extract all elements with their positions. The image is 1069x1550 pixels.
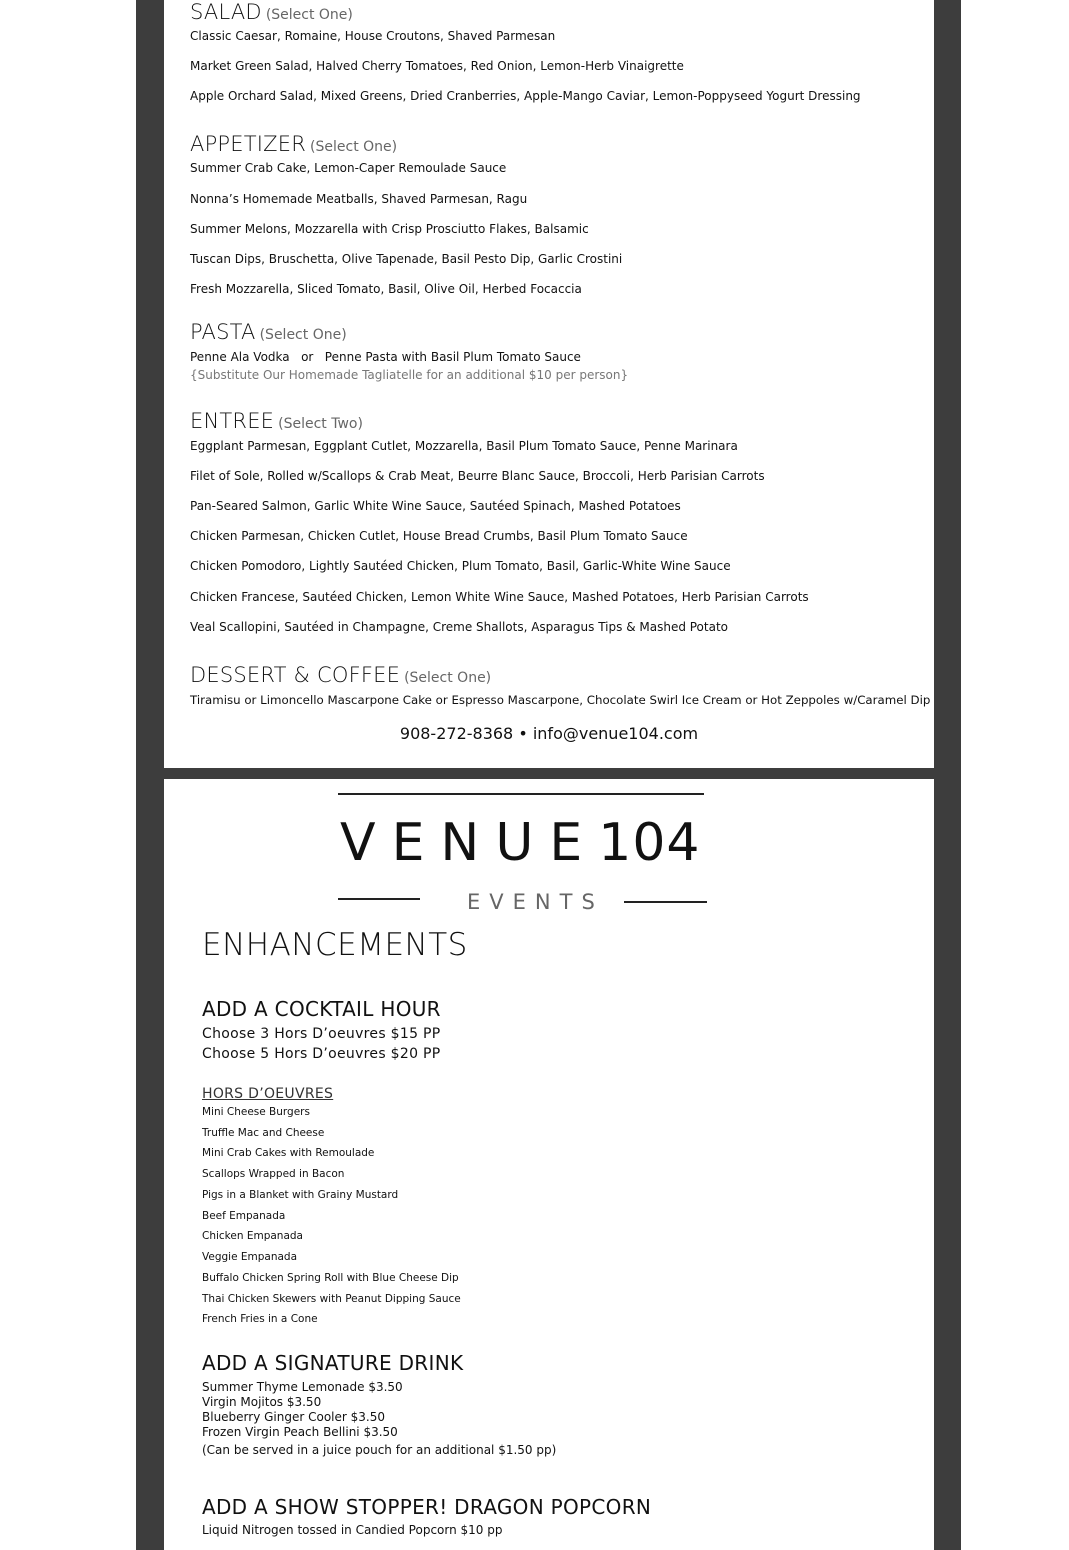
appetizer-title: APPETIZER	[190, 132, 307, 156]
drink-item: Blueberry Ginger Cooler $3.50	[202, 1410, 385, 1424]
entree-item: Pan-Seared Salmon, Garlic White Wine Sauce, Sautéed Spinach, Mashed Potatoes	[190, 499, 681, 513]
cocktail-option: Choose 3 Hors D’oeuvres $15 PP	[202, 1026, 441, 1042]
entree-note: (Select Two)	[278, 416, 363, 432]
salad-item: Apple Orchard Salad, Mixed Greens, Dried Cranberries, Apple-Mango Caviar, Lemon-Poppyseed Yogurt Dressing	[190, 89, 861, 103]
appetizer-item: Fresh Mozzarella, Sliced Tomato, Basil, Olive Oil, Herbed Focaccia	[190, 282, 582, 296]
show-stopper-description: Liquid Nitrogen tossed in Candied Popcorn $10 pp	[202, 1523, 503, 1537]
entree-item: Filet of Sole, Rolled w/Scallops & Crab Meat, Beurre Blanc Sauce, Broccoli, Herb Parisian Carrots	[190, 469, 765, 483]
entree-item: Chicken Pomodoro, Lightly Sautéed Chicken, Plum Tomato, Basil, Garlic-White Wine Sauce	[190, 559, 731, 573]
entree-item: Chicken Francese, Sautéed Chicken, Lemon White Wine Sauce, Mashed Potatoes, Herb Parisian Carrots	[190, 590, 809, 604]
hors-item: Thai Chicken Skewers with Peanut Dipping Sauce	[202, 1293, 461, 1305]
entree-item: Chicken Parmesan, Chicken Cutlet, House Bread Crumbs, Basil Plum Tomato Sauce	[190, 529, 688, 543]
logo-number-text: 104	[598, 813, 701, 873]
salad-note: (Select One)	[265, 7, 353, 23]
hors-item: Veggie Empanada	[202, 1251, 298, 1263]
logo-wordmark	[340, 813, 701, 873]
signature-drink-title: ADD A SIGNATURE DRINK	[202, 1351, 464, 1375]
hors-item: Scallops Wrapped in Bacon	[202, 1168, 345, 1180]
entree-title: ENTREE	[190, 409, 275, 433]
hors-doeuvres-heading: HORS D’OEUVRES	[202, 1086, 334, 1102]
cocktail-hour-title: ADD A COCKTAIL HOUR	[202, 997, 441, 1021]
salad-heading	[190, 0, 353, 24]
drink-note: (Can be served in a juice pouch for an additional $1.50 pp)	[202, 1443, 557, 1457]
drink-item: Summer Thyme Lemonade $3.50	[202, 1380, 403, 1394]
hors-item: Mini Crab Cakes with Remoulade	[202, 1147, 375, 1159]
entree-heading	[190, 409, 363, 433]
logo-left-rule	[338, 898, 420, 900]
hors-item: Mini Cheese Burgers	[202, 1106, 310, 1118]
menu-page-1	[164, 0, 934, 768]
logo-events-text: EVENTS	[467, 890, 604, 914]
pasta-note: (Select One)	[259, 327, 347, 343]
logo-right-rule	[624, 901, 707, 903]
appetizer-item: Nonna’s Homemade Meatballs, Shaved Parmesan, Ragu	[190, 192, 528, 206]
entree-item: Veal Scallopini, Sautéed in Champagne, Creme Shallots, Asparagus Tips & Mashed Potato	[190, 620, 729, 634]
salad-item: Market Green Salad, Halved Cherry Tomatoes, Red Onion, Lemon-Herb Vinaigrette	[190, 59, 684, 73]
contact-line: 908-272-8368 • info@venue104.com	[399, 724, 699, 743]
dessert-title: DESSERT & COFFEE	[190, 663, 401, 687]
hors-item: Buffalo Chicken Spring Roll with Blue Cheese Dip	[202, 1272, 459, 1284]
appetizer-item: Summer Melons, Mozzarella with Crisp Prosciutto Flakes, Balsamic	[190, 222, 589, 236]
appetizer-item: Tuscan Dips, Bruschetta, Olive Tapenade, Basil Pesto Dip, Garlic Crostini	[190, 252, 623, 266]
hors-item: Pigs in a Blanket with Grainy Mustard	[202, 1189, 399, 1201]
drink-item: Virgin Mojitos $3.50	[202, 1395, 322, 1409]
pasta-substitute-note: {Substitute Our Homemade Tagliatelle for an additional $10 per person}	[190, 368, 629, 382]
salad-title: SALAD	[190, 0, 262, 24]
appetizer-heading	[190, 132, 397, 156]
enhancements-title: ENHANCEMENTS	[202, 927, 468, 963]
pasta-item: Penne Ala Vodka or Penne Pasta with Basil Plum Tomato Sauce	[190, 350, 581, 364]
logo-venue-text: VENUE	[340, 813, 599, 873]
hors-item: Beef Empanada	[202, 1210, 286, 1222]
dessert-heading	[190, 663, 491, 687]
hors-item: Truffle Mac and Cheese	[202, 1127, 325, 1139]
dessert-item: Tiramisu or Limoncello Mascarpone Cake or Espresso Mascarpone, Chocolate Swirl Ice Cream or Hot Zeppoles w/Caramel Dip	[190, 693, 931, 707]
dessert-note: (Select One)	[404, 670, 492, 686]
appetizer-note: (Select One)	[310, 139, 398, 155]
hors-item: French Fries in a Cone	[202, 1313, 318, 1325]
show-stopper-title: ADD A SHOW STOPPER! DRAGON POPCORN	[202, 1495, 652, 1519]
salad-item: Classic Caesar, Romaine, House Croutons, Shaved Parmesan	[190, 29, 556, 43]
appetizer-item: Summer Crab Cake, Lemon-Caper Remoulade Sauce	[190, 161, 507, 175]
pasta-title: PASTA	[190, 320, 256, 344]
cocktail-option: Choose 5 Hors D’oeuvres $20 PP	[202, 1046, 441, 1062]
logo-top-rule	[338, 793, 704, 795]
pasta-heading	[190, 320, 347, 344]
hors-item: Chicken Empanada	[202, 1230, 303, 1242]
menu-page-2	[164, 779, 934, 1550]
drink-item: Frozen Virgin Peach Bellini $3.50	[202, 1425, 398, 1439]
entree-item: Eggplant Parmesan, Eggplant Cutlet, Mozzarella, Basil Plum Tomato Sauce, Penne Marinara	[190, 439, 738, 453]
